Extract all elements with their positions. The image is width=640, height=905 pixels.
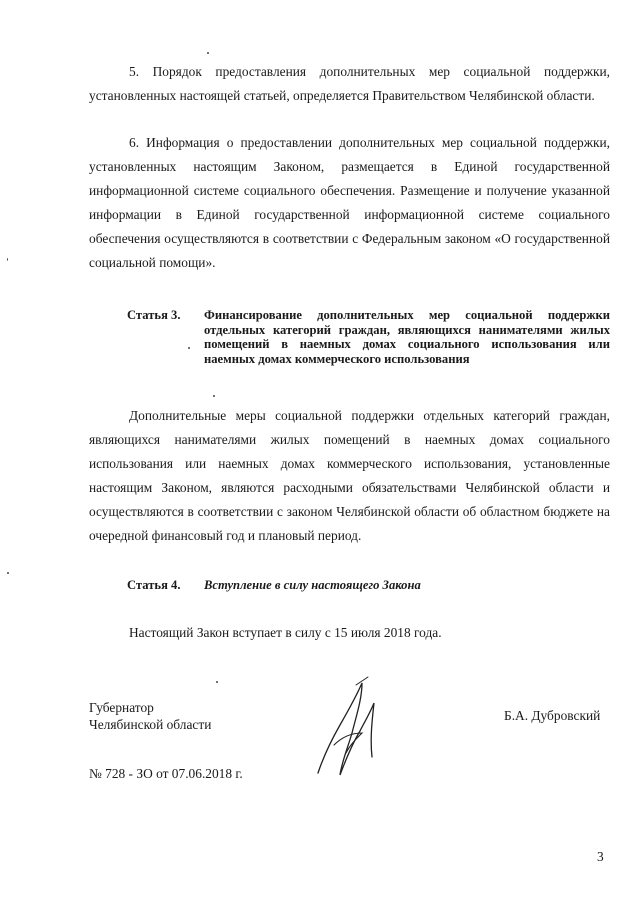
article-4-title: Вступление в силу настоящего Закона [204, 578, 421, 592]
article-4-body: Настоящий Закон вступает в силу с 15 июля 2018 года. [129, 625, 442, 640]
article-3-title: Финансирование дополнительных мер социальной поддержки отдельных категорий граждан, являющихся нанимателями жилых помещений в наемных домах социального использования или наемных домах коммерческого использования [204, 308, 610, 366]
handwritten-signature [312, 675, 388, 787]
paragraph-6: 6. Информация о предоставлении дополнительных мер социальной поддержки, установленных настоящим Законом, размещается в Единой государственной информационной системе социального обеспечения. Размещение и получение указанной информации в Единой государственной информационной системе социального обеспечения осуществляются в соответствии с Федеральным законом «О государственной социальной помощи». [89, 135, 610, 270]
scan-speck [213, 395, 215, 397]
article-3-number: Статья 3. [127, 308, 181, 322]
scan-speck [7, 258, 8, 261]
page-number: 3 [597, 849, 604, 864]
governor-position-line2: Челябинской области [89, 717, 212, 732]
governor-title [89, 699, 211, 733]
governor-position-line1: Губернатор [89, 700, 154, 715]
article-4-number: Статья 4. [127, 578, 181, 592]
signatory-name: Б.А. Дубровский [504, 708, 601, 723]
scan-speck [207, 52, 209, 54]
scan-speck [216, 681, 218, 683]
paragraph-5: 5. Порядок предоставления дополнительных мер социальной поддержки, установленных настоящей статьей, определяется Правительством Челябинской области. [89, 64, 610, 103]
scan-speck [7, 572, 9, 574]
article-3-body: Дополнительные меры социальной поддержки отдельных категорий граждан, являющихся нанимателями жилых помещений в наемных домах социального использования или наемных домах коммерческого использования, установленные настоящим Законом, являются расходными обязательствами Челябинской области и осуществляются в соответствии с законом Челябинской области об областном бюджете на очередной финансовый год и плановый период. [89, 408, 610, 543]
scan-speck [188, 347, 190, 349]
law-number-date: № 728 - ЗО от 07.06.2018 г. [89, 766, 243, 781]
